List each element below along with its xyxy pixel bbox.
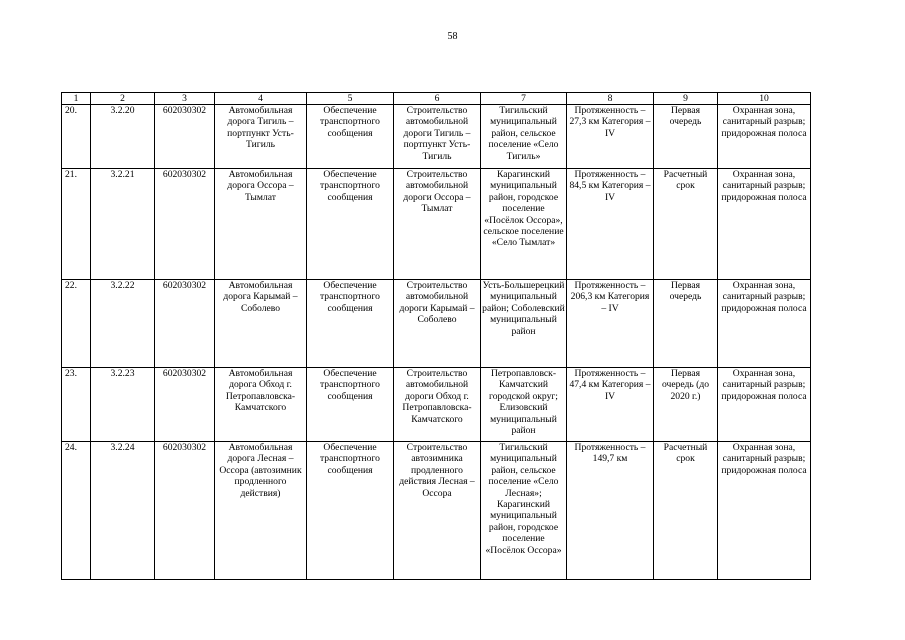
object-location: Тигильский муниципальный район, сельское поселение «Село Лесная»; Карагинский муниципальный район, городское поселение «Посёлок Оссора»: [481, 442, 567, 580]
table-row: [62, 442, 811, 580]
object-type-id: 602030302: [155, 169, 215, 280]
restriction-zone: Охранная зона, санитарный разрыв; придорожная полоса: [718, 442, 811, 580]
restriction-zone: Охранная зона, санитарный разрыв; придорожная полоса: [718, 169, 811, 280]
table-row: [62, 169, 811, 280]
object-action: Строительство автозимника продленного действия Лесная – Оссора: [394, 442, 481, 580]
object-purpose: Обеспечение транспортного сообщения: [307, 368, 394, 442]
object-type-id: 602030302: [155, 368, 215, 442]
implementation-term: Расчетный срок: [654, 169, 718, 280]
column-header: 4: [215, 93, 307, 105]
column-header: 10: [718, 93, 811, 105]
object-purpose: Обеспечение транспортного сообщения: [307, 442, 394, 580]
object-location: Тигильский муниципальный район, сельское поселение «Село Тигиль»: [481, 105, 567, 169]
restriction-zone: Охранная зона, санитарный разрыв; придорожная полоса: [718, 280, 811, 368]
object-name: Автомобильная дорога Оссора – Тымлат: [215, 169, 307, 280]
column-header: 7: [481, 93, 567, 105]
object-name: Автомобильная дорога Лесная – Оссора (автозимник продленного действия): [215, 442, 307, 580]
object-location: Усть-Большерецкий муниципальный район; Соболевский муниципальный район: [481, 280, 567, 368]
object-characteristics: Протяженность – 84,5 км Категория – IV: [567, 169, 654, 280]
object-code: 3.2.22: [91, 280, 155, 368]
object-purpose: Обеспечение транспортного сообщения: [307, 105, 394, 169]
object-characteristics: Протяженность – 47,4 км Категория – IV: [567, 368, 654, 442]
object-purpose: Обеспечение транспортного сообщения: [307, 280, 394, 368]
object-type-id: 602030302: [155, 105, 215, 169]
table-header-row: [62, 93, 811, 105]
table-row: [62, 105, 811, 169]
object-name: Автомобильная дорога Карымай – Соболево: [215, 280, 307, 368]
object-characteristics: Протяженность – 27,3 км Категория – IV: [567, 105, 654, 169]
object-code: 3.2.20: [91, 105, 155, 169]
column-header: 6: [394, 93, 481, 105]
column-header: 1: [62, 93, 91, 105]
object-action: Строительство автомобильной дороги Тигиль – портпункт Усть-Тигиль: [394, 105, 481, 169]
implementation-term: Первая очередь: [654, 105, 718, 169]
object-code: 3.2.21: [91, 169, 155, 280]
object-characteristics: Протяженность – 206,3 км Категория – IV: [567, 280, 654, 368]
object-location: Карагинский муниципальный район, городское поселение «Посёлок Оссора», сельское поселение «Село Тымлат»: [481, 169, 567, 280]
page-number: 58: [447, 31, 458, 42]
object-action: Строительство автомобильной дороги Карымай – Соболево: [394, 280, 481, 368]
implementation-term: Первая очередь: [654, 280, 718, 368]
object-action: Строительство автомобильной дороги Оссора – Тымлат: [394, 169, 481, 280]
restriction-zone: Охранная зона, санитарный разрыв; придорожная полоса: [718, 368, 811, 442]
object-action: Строительство автомобильной дороги Обход г. Петропавловска-Камчатского: [394, 368, 481, 442]
restriction-zone: Охранная зона, санитарный разрыв; придорожная полоса: [718, 105, 811, 169]
object-type-id: 602030302: [155, 280, 215, 368]
object-code: 3.2.23: [91, 368, 155, 442]
object-code: 3.2.24: [91, 442, 155, 580]
implementation-term: Первая очередь (до 2020 г.): [654, 368, 718, 442]
object-name: Автомобильная дорога Тигиль – портпункт Усть-Тигиль: [215, 105, 307, 169]
table-row: [62, 368, 811, 442]
row-number: 22.: [62, 280, 91, 368]
object-type-id: 602030302: [155, 442, 215, 580]
document-table: [61, 92, 811, 580]
column-header: 9: [654, 93, 718, 105]
column-header: 2: [91, 93, 155, 105]
object-location: Петропавловск-Камчатский городской округ; Елизовский муниципальный район: [481, 368, 567, 442]
row-number: 20.: [62, 105, 91, 169]
row-number: 23.: [62, 368, 91, 442]
row-number: 21.: [62, 169, 91, 280]
object-characteristics: Протяженность – 149,7 км: [567, 442, 654, 580]
object-purpose: Обеспечение транспортного сообщения: [307, 169, 394, 280]
object-name: Автомобильная дорога Обход г. Петропавловска-Камчатского: [215, 368, 307, 442]
column-header: 3: [155, 93, 215, 105]
row-number: 24.: [62, 442, 91, 580]
column-header: 8: [567, 93, 654, 105]
implementation-term: Расчетный срок: [654, 442, 718, 580]
table-row: [62, 280, 811, 368]
column-header: 5: [307, 93, 394, 105]
